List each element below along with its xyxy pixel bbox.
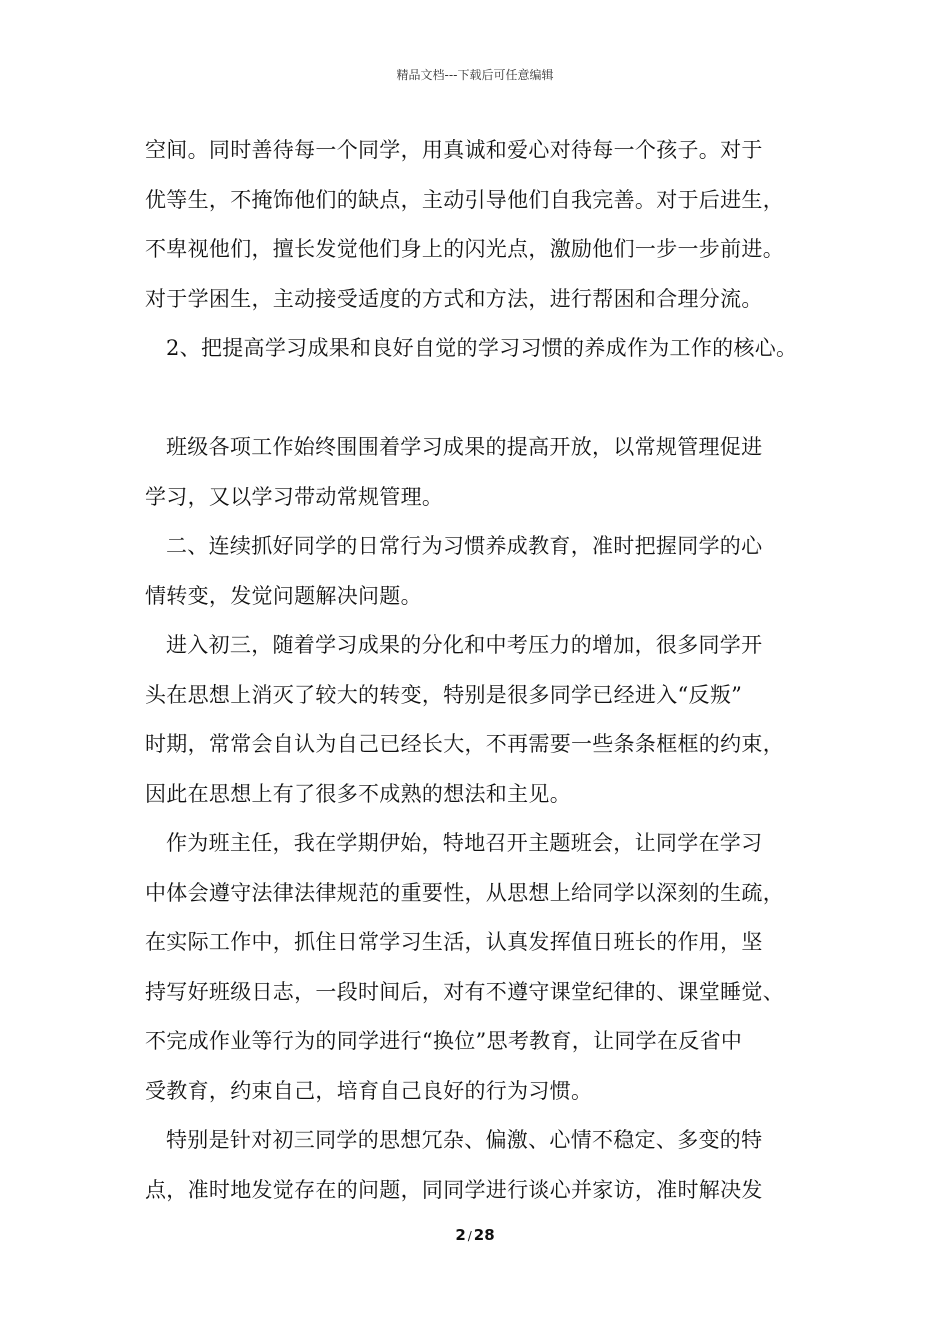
page-current: 2 <box>455 1226 466 1244</box>
text-line: 中体会遵守法律法律规范的重要性，从思想上给同学以深刻的生疏， <box>145 880 784 905</box>
document-body <box>145 126 820 1215</box>
text-line: 时期，常常会自认为自己已经长大，不再需要一些条条框框的约束， <box>145 732 784 756</box>
page-number <box>0 1226 950 1244</box>
text-line: 作为班主任，我在学期伊始，特地召开主题班会，让同学在学习 <box>166 831 763 855</box>
page-header: 精品文档---下载后可任意编辑 <box>396 68 554 82</box>
text-line: 二、连续抓好同学的日常行为习惯养成教育，准时把握同学的心 <box>166 534 763 558</box>
text-line: 空间。同时善待每一个同学，用真诚和爱心对待每一个孩子。对于 <box>145 138 763 162</box>
text-line: 学习，又以学习带动常规管理。 <box>145 484 444 509</box>
paragraph-gap <box>145 374 820 424</box>
text-line: 班级各项工作始终围围着学习成果的提高开放，以常规管理促进 <box>166 435 763 459</box>
text-line: 2、把提高学习成果和良好自觉的学习习惯的养成作为工作的核心。 <box>166 336 798 360</box>
text-line: 因此在思想上有了很多不成熟的想法和主见。 <box>145 781 571 806</box>
text-line: 情转变，发觉问题解决问题。 <box>145 583 422 608</box>
page-total: 28 <box>473 1226 495 1244</box>
text-line: 进入初三，随着学习成果的分化和中考压力的增加，很多同学开 <box>166 633 763 657</box>
text-line: 在实际工作中，抓住日常学习生活，认真发挥值日班长的作用，坚 <box>145 930 763 954</box>
text-line: 对于学困生，主动接受适度的方式和方法，进行帮困和合理分流。 <box>145 286 763 311</box>
text-line: 优等生，不掩饰他们的缺点，主动引导他们自我完善。对于后进生， <box>145 187 784 212</box>
text-line: 特别是针对初三同学的思想冗杂、偏激、心情不稳定、多变的特 <box>166 1128 763 1152</box>
text-line: 不卑视他们，擅长发觉他们身上的闪光点，激励他们一步一步前进。 <box>145 237 784 261</box>
text-line: 点，准时地发觉存在的问题，同同学进行谈心并家访，准时解决发 <box>145 1177 763 1202</box>
text-line: 不完成作业等行为的同学进行“换位”思考教育，让同学在反省中 <box>145 1029 743 1053</box>
text-line: 受教育，约束自己，培育自己良好的行为习惯。 <box>145 1078 593 1103</box>
text-line: 头在思想上消灭了较大的转变，特别是很多同学已经进入“反叛” <box>145 682 743 707</box>
text-line: 持写好班级日志，一段时间后，对有不遵守课堂纪律的、课堂睡觉、 <box>145 979 784 1004</box>
page-separator: / <box>467 1229 472 1243</box>
